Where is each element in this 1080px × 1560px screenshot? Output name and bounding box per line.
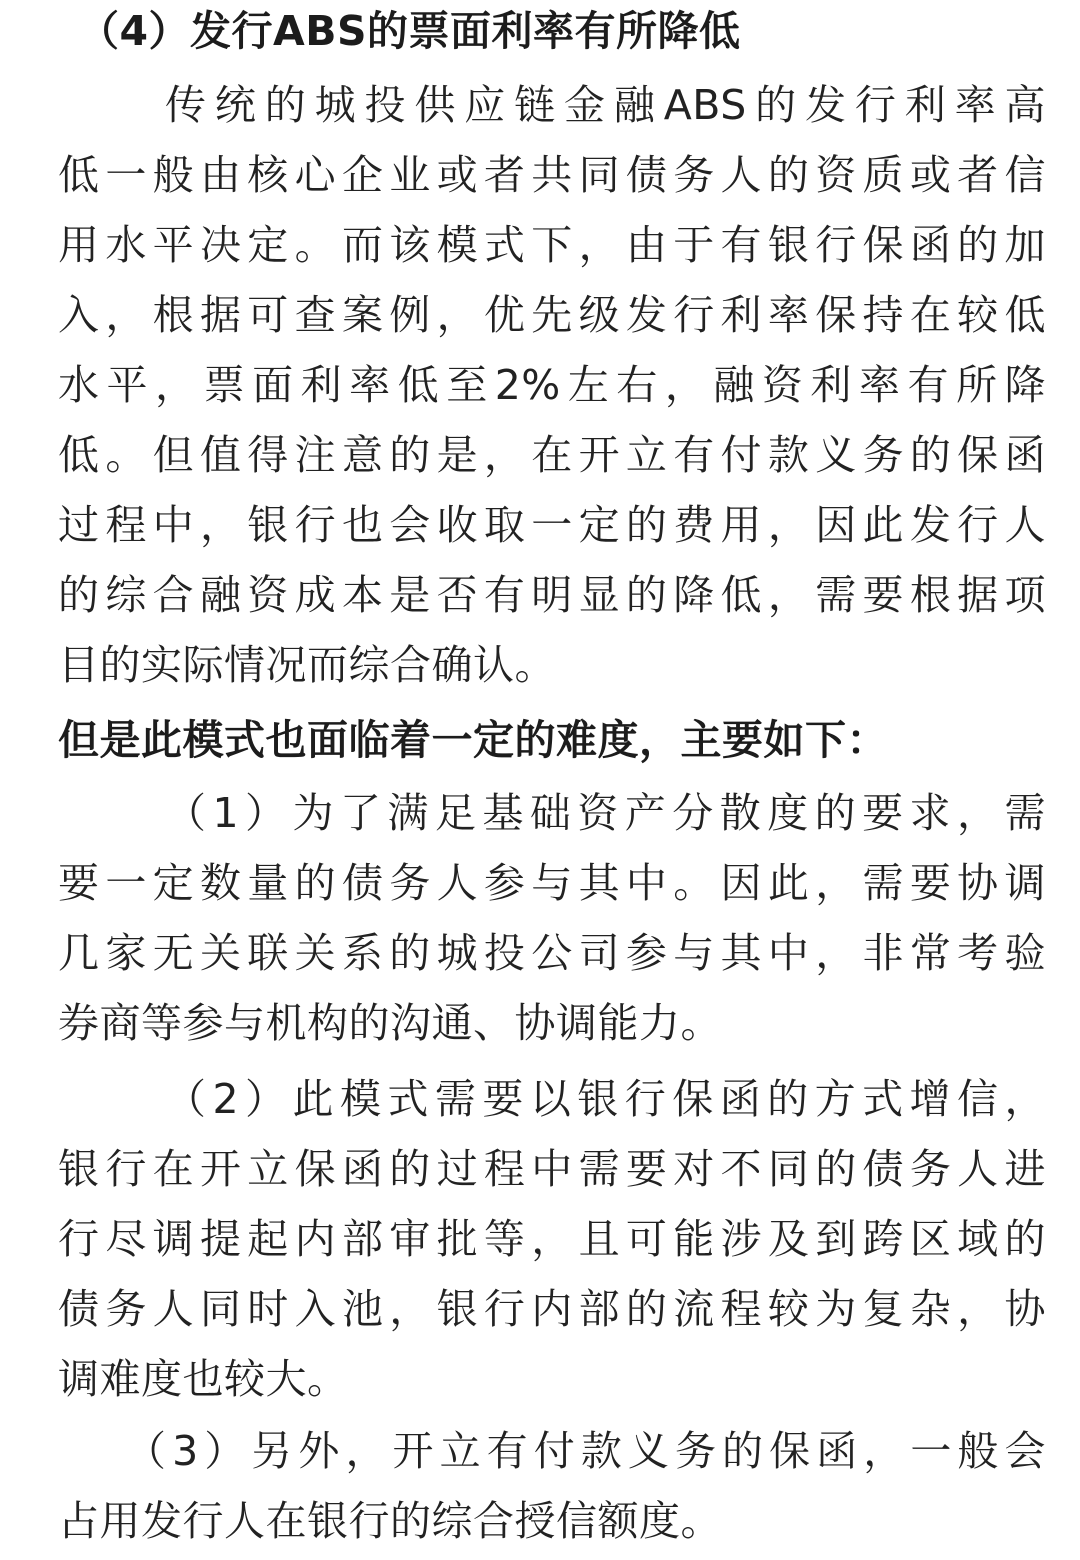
list-item-line: 要一定数量的债务人参与其中。因此，需要协调 xyxy=(58,859,1046,907)
list-item-line: （3）另外，开立有付款义务的保函，一般会 xyxy=(125,1427,1046,1475)
paragraph-line: 低一般由核心企业或者共同债务人的资质或者信 xyxy=(58,151,1046,199)
paragraph-line: 低。但值得注意的是，在开立有付款义务的保函 xyxy=(58,431,1046,479)
paragraph-line: 目的实际情况而综合确认。 xyxy=(58,641,556,689)
list-item-line: 券商等参与机构的沟通、协调能力。 xyxy=(58,999,722,1047)
paragraph-line: 水平，票面利率低至2%左右，融资利率有所降 xyxy=(58,361,1046,409)
paragraph-line: 入，根据可查案例，优先级发行利率保持在较低 xyxy=(58,291,1046,339)
list-item-line: 行尽调提起内部审批等，且可能涉及到跨区域的 xyxy=(58,1215,1046,1263)
subheading: 但是此模式也面临着一定的难度，主要如下： xyxy=(58,716,888,764)
paragraph-line: 传统的城投供应链金融ABS的发行利率高 xyxy=(165,81,1046,129)
list-item-line: 几家无关联关系的城投公司参与其中，非常考验 xyxy=(58,929,1046,977)
list-item-line: 银行在开立保函的过程中需要对不同的债务人进 xyxy=(58,1145,1046,1193)
paragraph-line: 用水平决定。而该模式下，由于有银行保函的加 xyxy=(58,221,1046,269)
paragraph-line: 过程中，银行也会收取一定的费用，因此发行人 xyxy=(58,501,1046,549)
list-item-line: 占用发行人在银行的综合授信额度。 xyxy=(58,1497,722,1545)
list-item-line: 债务人同时入池，银行内部的流程较为复杂，协 xyxy=(58,1285,1046,1333)
list-item-line: （1）为了满足基础资产分散度的要求，需 xyxy=(165,789,1046,837)
list-item-line: 调难度也较大。 xyxy=(58,1355,349,1403)
paragraph-line: 的综合融资成本是否有明显的降低，需要根据项 xyxy=(58,571,1046,619)
section-heading: （4）发行ABS的票面利率有所降低 xyxy=(78,7,741,55)
list-item-line: （2）此模式需要以银行保函的方式增信， xyxy=(165,1075,1046,1123)
